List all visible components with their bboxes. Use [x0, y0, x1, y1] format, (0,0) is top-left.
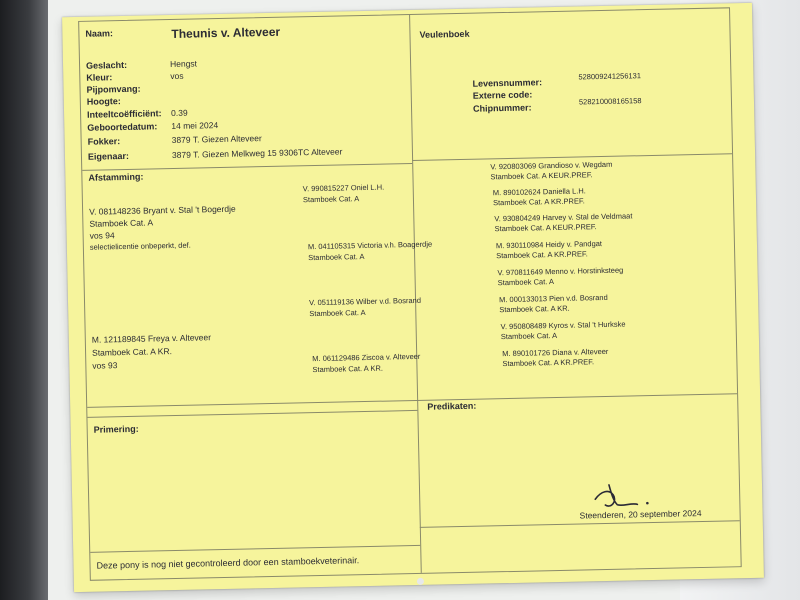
dam-status: Stamboek Cat. A KR.: [91, 346, 173, 358]
pedigree-label: Afstamming:: [88, 171, 144, 183]
sire-name: V. 081148236 Bryant v. Stal 't Bogerdje: [89, 203, 236, 217]
ggp-6-status: Stamboek Cat. A KR.: [499, 303, 570, 315]
ggp-6-name: M. 000133013 Pien v.d. Bosrand: [498, 292, 608, 305]
inbreeding-value: 0.39: [170, 107, 188, 119]
footer-line: [90, 545, 420, 553]
foal-certificate-card: [62, 3, 764, 592]
inbreeding-label: Inteeltcoëfficiënt:: [86, 108, 162, 120]
grandsire-paternal-status: Stamboek Cat. A: [302, 194, 360, 205]
granddam-paternal-name: M. 041105315 Victoria v.h. Boagerdje: [307, 239, 433, 252]
perforation-hole: [417, 578, 424, 585]
ggp-8-name: M. 890101726 Diana v. Alteveer: [502, 346, 609, 359]
color-value: vos: [170, 70, 184, 82]
height-label: Hoogte:: [86, 96, 121, 107]
ggp-7-name: V. 950808489 Kyros v. Stal 't Hurkske: [500, 319, 626, 332]
birthdate-value: 14 mei 2024: [171, 120, 219, 132]
fields-bottom-line: [82, 163, 412, 171]
certificate-border: [78, 7, 742, 581]
horse-name: Theunis v. Alteveer: [171, 24, 281, 41]
granddam-maternal-name: M. 061129486 Ziscoa v. Alteveer: [312, 351, 421, 364]
dam-color: vos 93: [92, 360, 118, 371]
pipe-label: Pijpomvang:: [86, 83, 141, 95]
ggp-5-name: V. 970811649 Menno v. Horstinksteeg: [497, 265, 624, 278]
predikaten-label: Predikaten:: [427, 400, 477, 412]
granddam-maternal-status: Stamboek Cat. A KR.: [312, 363, 384, 375]
chip-number-label: Chipnummer:: [472, 102, 532, 114]
sire-color: vos 94: [89, 230, 115, 241]
footer-note: Deze pony is nog niet gecontroleerd door een stamboekveterinair.: [96, 555, 360, 571]
ggp-3-name: V. 930804249 Harvey v. Stal de Veldmaat: [494, 211, 633, 224]
ggp-1-name: V. 920803069 Grandioso v. Wegdam: [490, 159, 613, 172]
external-code-label: Externe code:: [472, 89, 533, 101]
chip-number-value: 528210008165158: [578, 96, 642, 107]
gender-value: Hengst: [169, 58, 198, 70]
life-number-label: Levensnummer:: [472, 77, 543, 89]
breeder-label: Fokker:: [87, 136, 121, 147]
background-left-dark: [0, 0, 48, 600]
name-label: Naam:: [85, 28, 114, 39]
ggp-7-status: Stamboek Cat. A: [500, 330, 558, 342]
dam-name: M. 121189845 Freya v. Alteveer: [91, 332, 212, 345]
right-bottom-line: [420, 520, 740, 528]
place-date: Steenderen, 20 september 2024: [579, 508, 702, 521]
ggp-4-name: M. 930110984 Heidy v. Pandgat: [495, 239, 603, 251]
sire-status: Stamboek Cat. A: [89, 217, 154, 229]
color-label: Kleur:: [86, 72, 113, 83]
ggp-4-status: Stamboek Cat. A KR.PREF.: [496, 249, 588, 261]
ggp-2-name: M. 890102624 Daniella L.H.: [492, 186, 586, 198]
title-label: Veulenboek: [419, 28, 470, 40]
owner-value: 3879 T. Giezen Melkweg 15 9306TC Alteveer: [171, 146, 343, 161]
granddam-paternal-status: Stamboek Cat. A: [308, 252, 365, 263]
sire-license: selectielicentie onbeperkt, def.: [89, 240, 191, 252]
primering-label: Primering:: [93, 423, 139, 435]
ggp-1-status: Stamboek Cat. A KEUR.PREF.: [490, 170, 593, 182]
ggp-3-status: Stamboek Cat. A KEUR.PREF.: [494, 222, 597, 234]
grandsire-paternal-name: V. 990815227 Oniel L.H.: [302, 182, 385, 194]
gender-label: Geslacht:: [85, 59, 128, 71]
primering-top-line: [87, 410, 417, 418]
ggp-8-status: Stamboek Cat. A KR.PREF.: [502, 357, 595, 369]
birthdate-label: Geboortedatum:: [87, 121, 158, 133]
grandsire-maternal-name: V. 051119136 Wilber v.d. Bosrand: [308, 295, 422, 308]
grandsire-maternal-status: Stamboek Cat. A: [309, 307, 366, 319]
center-fold-line: [409, 15, 422, 573]
pedigree-bottom-line: [87, 393, 737, 408]
owner-label: Eigenaar:: [87, 150, 130, 162]
ggp-2-status: Stamboek Cat. A KR.PREF.: [492, 196, 585, 208]
signature: [587, 476, 658, 511]
ggp-5-status: Stamboek Cat. A: [497, 277, 555, 288]
breeder-value: 3879 T. Giezen Alteveer: [171, 133, 262, 146]
life-number-value: 528009241256131: [578, 71, 642, 82]
